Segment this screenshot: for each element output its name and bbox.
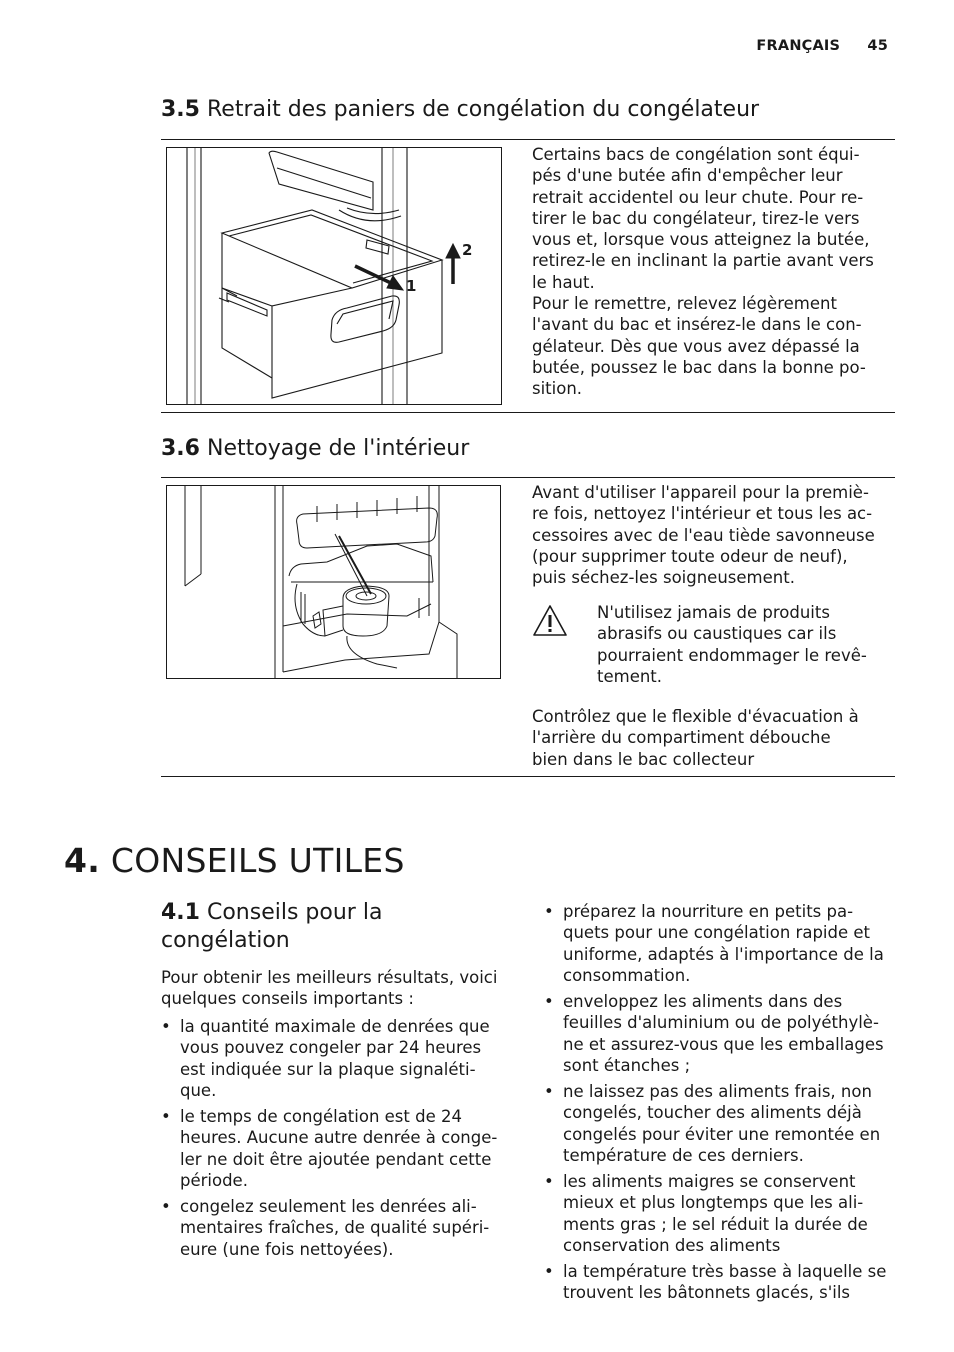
- drain-check-text: [532, 706, 859, 770]
- section-4-1-title-line2: congélation: [161, 928, 290, 953]
- list-item: [544, 1261, 904, 1304]
- section-3-6-number: 3.6: [161, 436, 200, 461]
- text-line: retrait accidentel ou leur chute. Pour re-: [532, 187, 864, 207]
- text-line: ler ne doit être ajoutée pendant cette: [180, 1149, 492, 1169]
- list-item: [161, 1196, 521, 1260]
- text-line: mieux et plus longtemps que les ali-: [563, 1193, 864, 1213]
- text-line: sont étanches ;: [563, 1055, 691, 1075]
- text-line: Avant d'utiliser l'appareil pour la premiè-: [532, 483, 869, 502]
- text-line: température de ces derniers.: [563, 1145, 804, 1165]
- text-line: trouvent les bâtonnets glacés, s'ils: [563, 1283, 851, 1303]
- bullet-dot: •: [161, 1196, 171, 1216]
- text-line: conservation des aliments: [563, 1235, 781, 1255]
- figure-label-1: 1: [406, 277, 417, 295]
- text-line: congelez seulement les denrées ali-: [180, 1196, 477, 1216]
- text-line: (pour supprimer toute odeur de neuf),: [532, 546, 848, 566]
- right-bullet-list: [544, 901, 904, 1308]
- text-line: quets pour une congélation rapide et: [563, 923, 870, 943]
- text-line: que.: [180, 1080, 217, 1100]
- list-item: [544, 1171, 904, 1256]
- chapter-4-number: 4.: [64, 841, 101, 880]
- bullet-dot: •: [161, 1017, 171, 1036]
- section-3-5-heading: [161, 96, 759, 124]
- text-line: vous pouvez congeler par 24 heures: [180, 1038, 482, 1058]
- section-3-5-title: Retrait des paniers de congélation du congélateur: [206, 97, 760, 122]
- text-line: tirer le bac du congélateur, tirez-le vers: [532, 208, 860, 228]
- drawer-removal-illustration: [166, 147, 502, 405]
- text-line: gélateur. Dès que vous avez dépassé la: [532, 336, 860, 356]
- text-line: préparez la nourriture en petits pa-: [563, 902, 854, 921]
- text-line: pés d'une butée afin d'empêcher leur: [532, 166, 843, 186]
- section-3-6-top-rule: [161, 477, 895, 478]
- text-line: Pour obtenir les meilleurs résultats, voici: [161, 968, 498, 987]
- warning-text: [597, 602, 867, 687]
- text-line: Pour le remettre, relevez légèrement: [532, 294, 837, 314]
- drawer-illustration-svg: [167, 148, 501, 404]
- page-number: 45: [867, 38, 888, 54]
- list-item: [161, 1106, 521, 1191]
- text-line: vous et, lorsque vous atteignez la butée,: [532, 230, 870, 250]
- section-3-5-bottom-rule: [161, 412, 895, 413]
- interior-illustration-svg: [167, 486, 500, 678]
- section-3-5-number: 3.5: [161, 97, 200, 122]
- text-line: est indiquée sur la plaque signaléti-: [180, 1059, 476, 1079]
- text-line: ne laissez pas des aliments frais, non: [563, 1081, 872, 1101]
- text-line: la quantité maximale de denrées que: [180, 1017, 490, 1036]
- section-4-1-title-line1: Conseils pour la: [206, 900, 383, 925]
- bullet-dot: •: [544, 1261, 554, 1281]
- text-line: retirez-le en inclinant la partie avant vers: [532, 251, 874, 271]
- bullet-dot: •: [544, 902, 554, 921]
- text-line: Certains bacs de congélation sont équi-: [532, 145, 860, 164]
- text-line: le haut.: [532, 272, 595, 292]
- text-line: les aliments maigres se conservent: [563, 1171, 856, 1191]
- text-line: mentaires fraîches, de qualité supéri-: [180, 1218, 490, 1238]
- warning-triangle-icon: [532, 604, 568, 638]
- text-line: butée, poussez le bac dans la bonne po-: [532, 357, 866, 377]
- section-3-6-intro: [532, 482, 875, 588]
- bullet-dot: •: [544, 1081, 554, 1101]
- list-item: [544, 901, 904, 986]
- text-line: tement.: [597, 666, 663, 686]
- section-3-5-top-rule: [161, 139, 895, 140]
- section-3-6-title: Nettoyage de l'intérieur: [206, 436, 470, 461]
- text-line: période.: [180, 1170, 248, 1190]
- text-line: abrasifs ou caustiques car ils: [597, 624, 837, 644]
- text-line: puis séchez-les soigneusement.: [532, 568, 795, 588]
- list-item: [544, 991, 904, 1076]
- list-item: [544, 1081, 904, 1166]
- section-3-5-text: [532, 144, 874, 400]
- text-line: bien dans le bac collecteur: [532, 749, 755, 769]
- text-line: ne et assurez-vous que les emballages: [563, 1034, 884, 1054]
- text-line: ments gras ; le sel réduit la durée de: [563, 1214, 868, 1234]
- text-line: consommation.: [563, 965, 691, 985]
- chapter-4-title: CONSEILS UTILES: [110, 841, 405, 880]
- text-line: heures. Aucune autre denrée à conge-: [180, 1128, 498, 1148]
- bullet-dot: •: [544, 1171, 554, 1191]
- text-line: l'avant du bac et insérez-le dans le con-: [532, 315, 862, 335]
- text-line: congelés pour éviter une remontée en: [563, 1124, 881, 1144]
- section-3-6-bottom-rule: [161, 776, 895, 777]
- text-line: congelés, toucher des aliments déjà: [563, 1103, 862, 1123]
- list-item: [161, 1016, 521, 1101]
- text-line: eure (une fois nettoyées).: [180, 1239, 394, 1259]
- chapter-4-heading: [64, 840, 405, 882]
- text-line: enveloppez les aliments dans des: [563, 991, 843, 1011]
- section-3-6-heading: [161, 435, 469, 463]
- text-line: la température très basse à laquelle se: [563, 1261, 887, 1281]
- text-line: Contrôlez que le flexible d'évacuation à: [532, 707, 859, 726]
- text-line: pourraient endommager le revê-: [597, 645, 867, 665]
- figure-label-2: 2: [462, 241, 473, 259]
- text-line: sition.: [532, 379, 583, 399]
- text-line: quelques conseils importants :: [161, 989, 414, 1009]
- bullet-dot: •: [161, 1106, 171, 1126]
- section-4-1-number: 4.1: [161, 900, 200, 925]
- running-header: [756, 38, 888, 54]
- text-line: N'utilisez jamais de produits: [597, 603, 830, 622]
- text-line: cessoires avec de l'eau tiède savonneuse: [532, 525, 875, 545]
- text-line: uniforme, adaptés à l'importance de la: [563, 944, 884, 964]
- header-section-label: FRANÇAIS: [756, 38, 841, 54]
- text-line: l'arrière du compartiment débouche: [532, 728, 831, 748]
- bullet-dot: •: [544, 991, 554, 1011]
- left-bullet-list: [161, 1016, 521, 1265]
- text-line: le temps de congélation est de 24: [180, 1106, 462, 1126]
- text-line: feuilles d'aluminium ou de polyéthylè-: [563, 1013, 879, 1033]
- text-line: re fois, nettoyez l'intérieur et tous les ac-: [532, 504, 873, 524]
- section-4-1-intro: [161, 967, 497, 1010]
- section-4-1-heading: [161, 899, 382, 955]
- interior-drain-illustration: [166, 485, 501, 679]
